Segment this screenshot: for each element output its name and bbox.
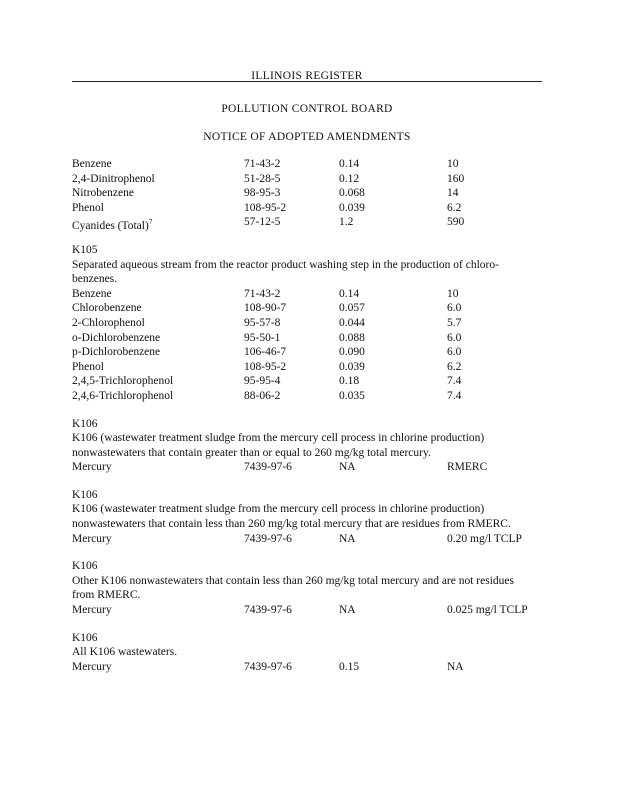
cas-number: 108-95-2 <box>244 201 287 214</box>
cas-number: 108-90-7 <box>244 302 287 315</box>
waste-description: Other K106 nonwastewaters that contain less than 260 mg/kg total mercury and are not residues from RMERC. <box>72 574 514 602</box>
constituent-name: Mercury <box>72 660 112 673</box>
cas-number: 95-57-8 <box>244 316 281 329</box>
cas-number: 88-06-2 <box>244 389 281 402</box>
waste-code: K105 <box>72 243 98 256</box>
table-row <box>72 301 542 316</box>
waste-code: K106 <box>72 488 98 501</box>
constituent-name: Mercury <box>72 532 112 545</box>
constituent-name: p-Dichlorobenzene <box>72 346 161 359</box>
nonwastewater-standard: 590 <box>447 216 465 229</box>
wastewater-standard: 0.044 <box>339 316 365 329</box>
k106-section <box>72 559 542 617</box>
board-title: POLLUTION CONTROL BOARD <box>221 103 393 115</box>
table-row <box>72 389 542 404</box>
wastewater-standard: 0.039 <box>339 360 365 373</box>
wastewater-standard: 0.035 <box>339 389 365 402</box>
regulation-content <box>72 157 542 674</box>
table-row <box>72 287 542 302</box>
nonwastewater-standard: 5.7 <box>447 316 462 329</box>
cas-number: 108-95-2 <box>244 360 287 373</box>
waste-description: All K106 wastewaters. <box>72 646 178 659</box>
cas-number: 7439-97-6 <box>244 532 292 545</box>
wastewater-standard: NA <box>339 604 356 617</box>
wastewater-standard: 0.090 <box>339 346 365 359</box>
constituent-name <box>72 215 152 233</box>
nonwastewater-standard: 6.0 <box>447 302 462 315</box>
wastewater-standard: 0.088 <box>339 331 365 344</box>
waste-description: K106 (wastewater treatment sludge from the mercury cell process in chlorine production) nonwastewaters that contain less than 260 mg/kg total mercury that are residues from RMERC. <box>72 503 511 531</box>
cas-number: 51-28-5 <box>244 172 281 185</box>
wastewater-standard: 0.15 <box>339 660 360 673</box>
constituent-name: Mercury <box>72 461 112 474</box>
constituent-name: Nitrobenzene <box>72 187 134 200</box>
nonwastewater-standard: 7.4 <box>447 375 462 388</box>
nonwastewater-standard: 6.2 <box>447 201 462 214</box>
waste-code: K106 <box>72 560 98 573</box>
nonwastewater-standard: 10 <box>447 158 459 170</box>
nonwastewater-standard: 0.025 mg/l TCLP <box>447 604 528 617</box>
nonwastewater-standard: NA <box>447 660 464 673</box>
table-row <box>72 532 542 547</box>
constituent-name: 2,4,5-Trichlorophenol <box>72 375 174 388</box>
register-title: ILLINOIS REGISTER <box>251 70 363 82</box>
spacer <box>72 618 542 631</box>
constituent-name: Phenol <box>72 360 104 373</box>
wastewater-standard: 0.039 <box>339 201 365 214</box>
nonwastewater-standard: 6.0 <box>447 346 462 359</box>
cas-number: 7439-97-6 <box>244 660 292 673</box>
wastewater-standard: 0.12 <box>339 172 360 185</box>
cas-number: 7439-97-6 <box>244 604 292 617</box>
constituent-name: Benzene <box>72 158 112 170</box>
wastewater-standard: NA <box>339 532 356 545</box>
table-row <box>72 316 542 331</box>
header-rule <box>72 81 542 82</box>
cas-number: 7439-97-6 <box>244 461 292 474</box>
k106-section <box>72 417 542 475</box>
table-row <box>72 603 542 618</box>
table-row <box>72 201 542 216</box>
table-row <box>72 215 542 233</box>
k106-section <box>72 488 542 546</box>
cas-number: 95-50-1 <box>244 331 281 344</box>
nonwastewater-standard: 160 <box>447 172 465 185</box>
spacer <box>72 404 542 417</box>
nonwastewater-standard: 14 <box>447 187 459 200</box>
wastewater-standard: 1.2 <box>339 216 354 229</box>
waste-code: K106 <box>72 631 98 644</box>
wastewater-standard: 0.057 <box>339 302 365 315</box>
constituent-name: 2-Chlorophenol <box>72 316 145 329</box>
k105-section <box>72 243 542 404</box>
cas-number: 95-95-4 <box>244 375 281 388</box>
constituent-name: Mercury <box>72 604 112 617</box>
cas-number: 71-43-2 <box>244 158 281 170</box>
spacer <box>72 475 542 488</box>
table-row <box>72 374 542 389</box>
constituent-name: Phenol <box>72 201 104 214</box>
nonwastewater-standard: 10 <box>447 287 459 300</box>
cas-number: 98-95-3 <box>244 187 281 200</box>
waste-description: K106 (wastewater treatment sludge from the mercury cell process in chlorine production) nonwastewaters that contain greater than or equal to 260 mg/kg total mercury. <box>72 432 485 459</box>
notice-title: NOTICE OF ADOPTED AMENDMENTS <box>203 131 411 143</box>
table-row <box>72 360 542 375</box>
table-row <box>72 157 542 172</box>
wastewater-standard: 0.18 <box>339 375 360 388</box>
nonwastewater-standard: 0.20 mg/l TCLP <box>447 532 522 545</box>
constituent-name: 2,4-Dinitrophenol <box>72 172 155 185</box>
wastewater-standard: 0.068 <box>339 187 365 200</box>
nonwastewater-standard: RMERC <box>447 461 488 474</box>
waste-code: K106 <box>72 417 98 430</box>
table-row <box>72 186 542 201</box>
nonwastewater-standard: 7.4 <box>447 389 462 402</box>
top-table <box>72 157 542 233</box>
constituent-name: Chlorobenzene <box>72 302 142 315</box>
nonwastewater-standard: 6.0 <box>447 331 462 344</box>
table-row <box>72 331 542 346</box>
spacer <box>72 546 542 559</box>
footnote-marker: 7 <box>148 218 153 227</box>
table-row <box>72 172 542 187</box>
table-row <box>72 660 542 675</box>
cas-number: 57-12-5 <box>244 216 281 229</box>
nonwastewater-standard: 6.2 <box>447 360 462 373</box>
constituent-name: Benzene <box>72 287 112 300</box>
constituent-name: o-Dichlorobenzene <box>72 331 161 344</box>
constituent-name: 2,4,6-Trichlorophenol <box>72 389 174 402</box>
constituent-name-text: Cyanides (Total) <box>72 220 149 233</box>
cas-number: 106-46-7 <box>244 346 287 359</box>
k106-section <box>72 631 542 675</box>
table-row <box>72 460 542 475</box>
wastewater-standard: 0.14 <box>339 158 360 170</box>
cas-number: 71-43-2 <box>244 287 281 300</box>
wastewater-standard: NA <box>339 461 356 474</box>
table-row <box>72 345 542 360</box>
wastewater-standard: 0.14 <box>339 287 360 300</box>
waste-description: Separated aqueous stream from the reactor product washing step in the production of chloro-benzenes. <box>72 258 499 286</box>
